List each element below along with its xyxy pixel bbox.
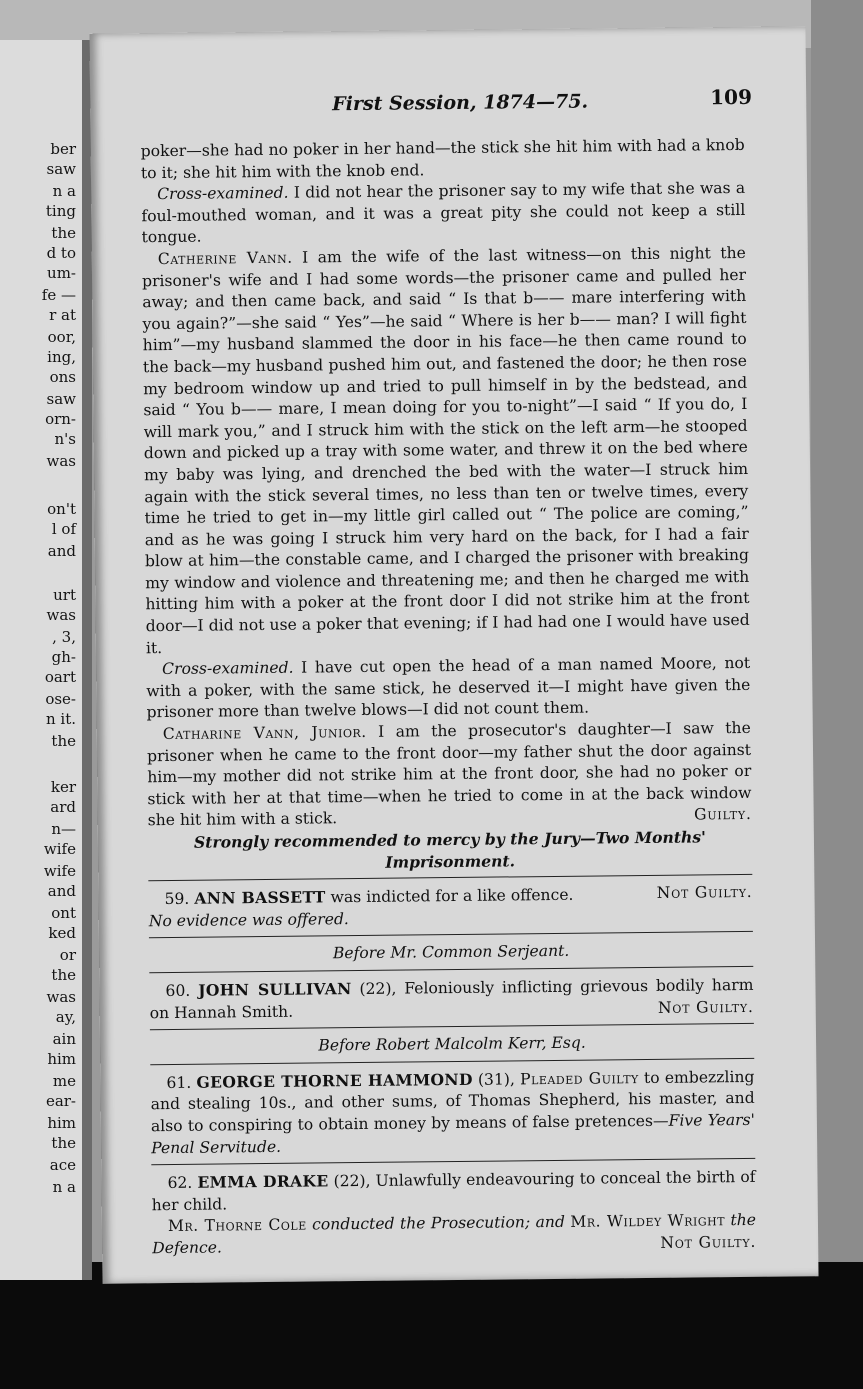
case-number: 59. [164, 889, 190, 909]
defendant-name: JOHN SULLIVAN [198, 979, 352, 1000]
counsel-text: conducted the Prosecution; and [306, 1213, 571, 1234]
plea: Pleaded Guilty [519, 1068, 639, 1089]
paragraph-catherine-vann [142, 243, 750, 660]
left-page-fragment: saw [46, 160, 76, 178]
verdict: Not Guilty. [657, 997, 754, 1017]
left-page-fragment: me [52, 1072, 76, 1090]
divider [149, 931, 753, 938]
left-page-fragment: him [47, 1050, 76, 1068]
left-page-fragment: , 3, [52, 628, 76, 646]
case-number: 62. [167, 1173, 193, 1193]
left-page-fragment: fe — [41, 286, 76, 304]
case-59-note: No evidence was offered. [148, 909, 349, 930]
divider [150, 1058, 754, 1065]
left-page-fragment: ard [50, 798, 76, 816]
verdict: Not Guilty. [656, 883, 753, 903]
left-page-fragment: ace [49, 1156, 76, 1174]
left-page-fragment: l of [51, 520, 76, 538]
paragraph-text: I am the prosecutor's daughter—I saw the prisoner when he came to the front door—my father shut the door against him—my mother did not strike him at the front door, she had no poker or stick with her at that time—when he tried to come in at the back window she hit him with a stick. [146, 718, 752, 830]
left-page-fragment: n it. [45, 710, 76, 728]
label-cross-examined: Cross-examined. [157, 183, 289, 204]
paragraph-cross-examined-1 [141, 178, 746, 249]
counsel-name: Mr. Thorne Cole [167, 1215, 307, 1236]
left-facing-page [0, 40, 92, 1280]
left-page-fragment: n's [54, 430, 76, 448]
left-page-fragment: r at [49, 306, 76, 324]
paragraph-text: I did not hear the prisoner say to my wife that she was a foul-mouthed woman, and it was a great pity she could not keep a still tongue. [141, 179, 746, 247]
left-page-fragment: n a [52, 1178, 76, 1196]
left-page-fragment: ber [50, 140, 76, 158]
paragraph-text: I am the wife of the last witness—on this night the prisoner's wife and I had some words—the prisoner came and pulled her away; and then came back, and said “ Is that b—— mare interfering with you again?”—she said “ Yes”—he said “ Where is her b—— man? I will fight him”—my husband slammed the door in his face—he then came round to the back—my husband pushed him out, and fastened the door; he then rose my bedroom window up and tried to pull himself in by the bedstead, and said “ You b—— mare, I mean doing for you to-night”—I said “ If you do, I will mark you,” and I struck him with the stick on the left arm—he stooped down and picked up a tray with some water, and threw it on the bed where my baby was lying, and drenched the bed with the water—I struck him again with the stick several times, no less than ten or twelve times, every time he tried to get in—my little girl called out “ The police are coming,” and as he was going I struck him very hard on the back, for I had a fair blow at him—the constable came, and I charged the prisoner with breaking my window and violence and threatening me; and then he charged me with hitting him with a poker at the front door I did not strike him at the front door—I did not use a poker that evening; if I had had one I would have used it. [141, 243, 750, 657]
paragraph-text: I have cut open the head of a man named Moore, not with a poker, with the same stick, he deserved it—I might have given the prisoner more than twelve blows—I did not count them. [146, 654, 751, 722]
running-title: First Session, 1874—75. [332, 90, 589, 116]
left-page-fragment: or [59, 946, 76, 964]
left-page-fragment: was [46, 606, 76, 624]
left-page-fragment: the [51, 732, 76, 750]
left-page-fragment: gh- [51, 648, 76, 666]
case-text: (22), Feloniously inflicting grievous bodily harm on Hannah Smith. [149, 975, 754, 1022]
verdict: Guilty. [693, 805, 752, 824]
case-62 [151, 1166, 755, 1217]
case-61 [150, 1066, 755, 1160]
left-page-fragment: was [46, 452, 76, 470]
left-page-fragment: and [47, 882, 76, 900]
case-60 [149, 974, 753, 1025]
left-page-fragment: saw [46, 390, 76, 408]
verdict: Not Guilty. [660, 1232, 757, 1252]
scan-background-right [811, 0, 863, 1389]
page-header [90, 84, 806, 121]
left-page-fragment: oor, [47, 328, 76, 346]
left-page-fragment: orn- [45, 410, 76, 428]
paragraph-cross-examined-2 [146, 653, 751, 724]
label-cross-examined: Cross-examined. [162, 658, 294, 679]
sentence: Five Years' Penal Servitude. [151, 1110, 755, 1157]
left-page-fragment: the [51, 966, 76, 984]
defendant-name: GEORGE THORNE HAMMOND [196, 1069, 473, 1092]
left-page-fragment: ting [45, 202, 76, 220]
left-page-fragment: ker [50, 778, 76, 796]
page-109 [89, 26, 818, 1283]
left-page-fragment: and [47, 542, 76, 560]
left-page-fragment: ose- [45, 690, 76, 708]
left-page-fragment: n— [51, 820, 76, 838]
case-text: (22), Unlawfully endeavouring to conceal the birth of her child. [151, 1167, 756, 1214]
paragraph-text: poker—she had no poker in her hand—the stick she hit him with had a knob to it; she hit him with the knob end. [140, 135, 745, 182]
counsel-name: Mr. Wildey Wright [570, 1211, 726, 1232]
left-page-fragment: was [46, 988, 76, 1006]
divider [148, 874, 752, 881]
case-number: 60. [165, 981, 191, 1001]
case-text: was indicted for a like offence. [325, 885, 574, 907]
divider [151, 1158, 755, 1165]
left-page-fragment: ain [52, 1030, 76, 1048]
left-page-fragment: urt [53, 586, 76, 604]
witness-name: Catherine Vann. [157, 248, 293, 269]
left-page-fragment: the [51, 224, 76, 242]
left-page-fragment: oart [44, 668, 76, 686]
left-page-fragment: wife [43, 840, 76, 858]
witness-name: Catharine Vann, Junior. [162, 722, 367, 744]
divider [149, 966, 753, 973]
left-page-fragment: wife [43, 862, 76, 880]
defendant-name: ANN BASSETT [194, 887, 326, 908]
page-number: 109 [710, 84, 753, 110]
case-age: (31), [472, 1070, 521, 1089]
left-page-fragment: the [51, 1134, 76, 1152]
left-page-fragment: n a [52, 182, 76, 200]
case-text: to embezzling and stealing 10s., and other sums, of Thomas Shepherd, his master, and also to conspiring to obtain money by means of false pretences— [150, 1067, 755, 1136]
paragraph-poker [141, 135, 745, 185]
judge-heading: Before Mr. Common Serjeant. [332, 942, 570, 963]
left-page-fragment: ay, [55, 1008, 76, 1026]
case-62-counsel [152, 1210, 756, 1260]
left-page-fragment: ons [49, 368, 76, 386]
left-page-fragment: ing, [47, 348, 76, 366]
page-body [141, 135, 757, 1260]
left-page-fragment: ked [48, 924, 76, 942]
paragraph-catharine-vann-junior [147, 718, 752, 832]
left-page-fragment: d to [46, 244, 76, 262]
judge-heading: Before Robert Malcolm Kerr, Esq. [318, 1033, 586, 1055]
counsel-text: the Defence. [152, 1211, 757, 1258]
divider [150, 1023, 754, 1030]
case-number: 61. [166, 1073, 192, 1092]
left-page-fragment: on't [47, 500, 76, 518]
left-page-fragment: um- [47, 264, 76, 282]
left-page-fragment: ear- [45, 1092, 76, 1110]
left-page-fragment: ont [51, 904, 76, 922]
sentence-line: Strongly recommended to mercy by the Jury—Two Months' Imprisonment. [193, 827, 706, 872]
left-page-fragment: him [47, 1114, 76, 1132]
defendant-name: EMMA DRAKE [197, 1171, 329, 1192]
